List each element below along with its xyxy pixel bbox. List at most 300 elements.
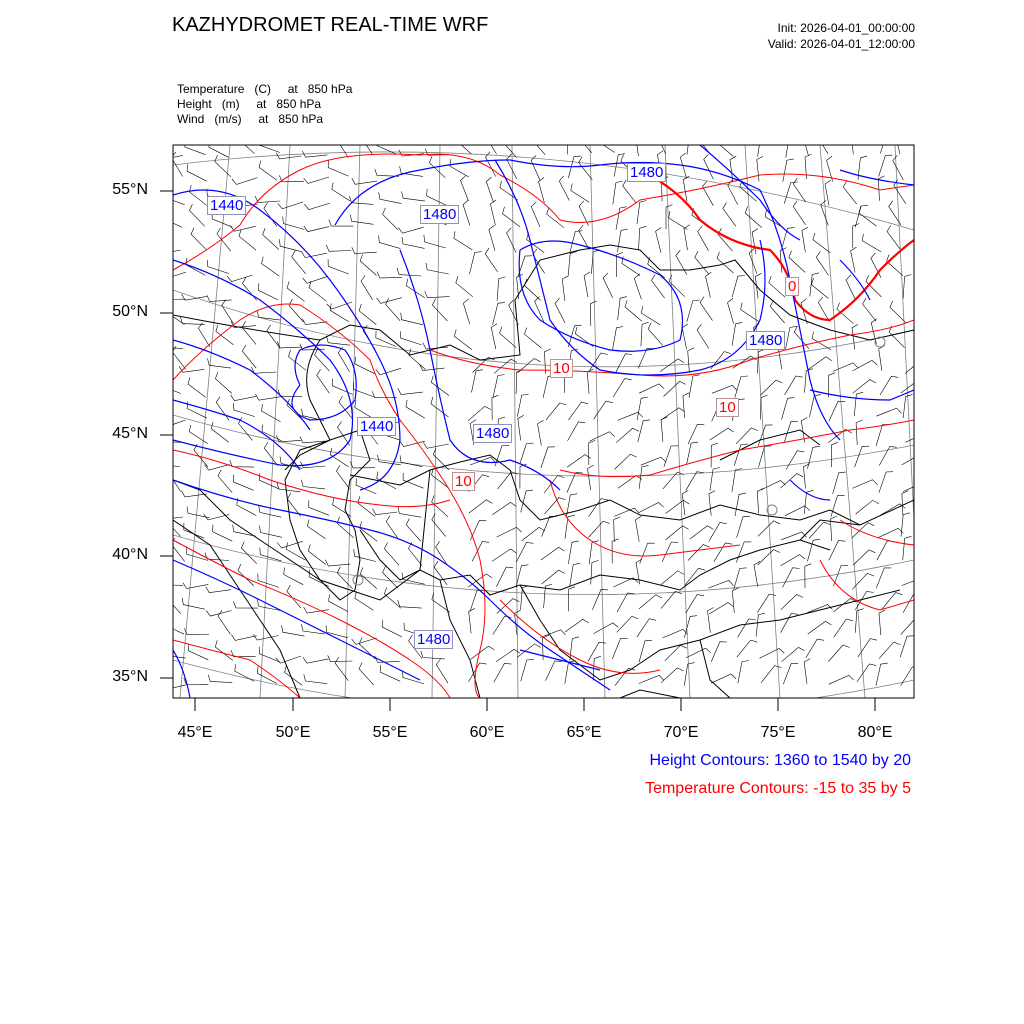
wind-barb (516, 565, 528, 587)
wind-barb (856, 500, 879, 514)
wind-barb (879, 642, 900, 659)
wind-barb (769, 276, 785, 297)
wind-barb (470, 590, 484, 611)
wind-barb (571, 184, 590, 203)
wind-barb (242, 321, 256, 344)
wind-barb (218, 470, 232, 493)
wind-barb (575, 327, 593, 347)
wind-barb (689, 375, 700, 398)
wind-barb (877, 541, 894, 560)
wind-barb (588, 521, 609, 537)
wind-barb (816, 252, 828, 276)
wind-barb (588, 465, 594, 490)
contour-label-temperature: 10 (452, 472, 475, 491)
wind-barb (688, 424, 704, 444)
wind-barb (852, 480, 877, 489)
wind-barb (182, 598, 205, 610)
wind-barb (524, 279, 540, 301)
wind-barb (786, 451, 804, 470)
wind-barb (455, 133, 471, 154)
wind-barb (516, 370, 523, 394)
wind-barb (379, 192, 402, 203)
field-wind: Wind (m/s) at 850 hPa (177, 112, 324, 126)
wind-barb (289, 350, 306, 370)
wind-barb (277, 342, 302, 348)
wind-barb (568, 252, 577, 276)
wind-barb (828, 429, 852, 442)
wind-barb (903, 536, 912, 560)
wind-barb (384, 543, 399, 566)
wind-barb (639, 384, 664, 393)
wind-barb (187, 402, 207, 419)
wind-barb (887, 226, 900, 250)
wind-barb (804, 464, 810, 489)
wind-barb (683, 176, 689, 201)
wind-barb (304, 177, 329, 183)
wind-barb (700, 297, 712, 321)
wind-barb (337, 517, 354, 538)
wind-barb (198, 323, 210, 347)
wind-barb (276, 436, 301, 442)
wind-barb (735, 376, 748, 398)
lon-label: 60°E (469, 724, 505, 741)
wind-barb (521, 659, 534, 681)
wind-barb (738, 661, 749, 684)
wind-barb (590, 432, 615, 441)
wind-barb (641, 457, 666, 465)
wind-barb (761, 481, 786, 491)
wind-barb (614, 517, 620, 542)
wind-barb (355, 591, 373, 610)
wind-barb (833, 472, 846, 494)
wind-barb (617, 229, 628, 252)
wind-barb (809, 522, 830, 538)
wind-barb (711, 642, 727, 662)
wind-barb (638, 420, 650, 442)
wind-barb (876, 663, 888, 686)
wind-barb (903, 594, 921, 613)
lon-label: 50°E (275, 724, 311, 741)
wind-barb (386, 516, 399, 540)
wind-barb (355, 401, 374, 419)
wind-barb (880, 132, 893, 154)
wind-barb (185, 140, 206, 155)
wind-barb (657, 129, 666, 154)
wind-barb (227, 275, 252, 282)
wind-barb (625, 300, 642, 321)
wind-barb (613, 379, 632, 398)
wind-barb (617, 593, 635, 612)
wind-barb (825, 180, 831, 205)
wind-barb (525, 328, 542, 349)
contour-label-height: 1480 (420, 205, 459, 224)
wind-barb (617, 616, 639, 632)
wind-barb (569, 402, 589, 420)
wind-barb (454, 330, 472, 350)
wind-barb (352, 638, 377, 645)
wind-barb (760, 380, 782, 395)
wind-barb (304, 674, 328, 684)
wind-barb (623, 180, 637, 203)
wind-barb (336, 465, 349, 489)
contour-label-height: 1480 (473, 424, 512, 443)
lon-label: 70°E (663, 724, 699, 741)
wind-barb (522, 527, 545, 541)
wind-barb (507, 154, 517, 179)
wind-barb (489, 225, 495, 250)
wind-barb (648, 323, 663, 346)
wind-barb (383, 208, 399, 230)
wind-barb (710, 428, 734, 440)
wind-barb (359, 663, 374, 686)
wind-barb (325, 560, 350, 566)
wind-barb (661, 668, 684, 683)
wind-barb (592, 590, 608, 610)
wind-barb (587, 369, 593, 394)
wind-barb (398, 600, 422, 608)
contour-label-height: 1480 (746, 331, 785, 350)
wind-barb (782, 647, 805, 661)
wind-barb (383, 566, 398, 588)
wind-barb (282, 625, 305, 636)
wind-barb (695, 251, 709, 274)
wind-barb (360, 254, 377, 275)
wind-barb (641, 322, 649, 346)
wind-barb (432, 299, 447, 321)
wind-barb (687, 300, 700, 322)
wind-barb (492, 395, 499, 420)
wind-barb (594, 401, 613, 419)
wind-barb (879, 472, 893, 493)
wind-barb (639, 640, 652, 662)
wind-barb (260, 473, 280, 489)
wind-barb (589, 440, 596, 465)
wind-barb (639, 503, 664, 513)
wind-barb (863, 298, 877, 321)
wind-barb (829, 541, 846, 561)
wind-barb (162, 649, 186, 659)
wind-barb (205, 464, 230, 470)
wind-barb (709, 523, 727, 542)
wind-barb (889, 326, 905, 348)
wind-barb (301, 480, 325, 489)
wind-barb (893, 155, 904, 180)
wind-barb (260, 548, 282, 561)
wind-barb (182, 491, 207, 497)
lon-label: 65°E (566, 724, 602, 741)
wind-barb (708, 580, 733, 588)
wind-barb (833, 598, 856, 612)
wind-barb (207, 260, 228, 274)
wind-barb (782, 398, 795, 420)
contour-label-height: 1440 (207, 196, 246, 215)
wind-barb (639, 595, 662, 609)
wind-barb (793, 201, 805, 225)
wind-barb (496, 649, 520, 662)
wind-barb (830, 516, 836, 541)
wind-barb (781, 595, 803, 610)
wind-barb (187, 506, 210, 517)
wind-barb (496, 567, 513, 587)
wind-barb (895, 129, 901, 154)
wind-barb (808, 621, 832, 634)
wind-barb (502, 135, 516, 158)
wind-barb (879, 446, 897, 465)
wind-barb (358, 496, 375, 516)
wind-barb (307, 520, 325, 539)
wind-barb (172, 346, 185, 369)
wind-barb (521, 490, 533, 512)
wind-barb (328, 259, 349, 274)
wind-barb (454, 231, 473, 250)
wind-barb (361, 276, 373, 300)
wind-barb (160, 379, 181, 394)
wind-barb (278, 390, 302, 397)
wind-barb (206, 610, 231, 616)
wind-barb (520, 443, 534, 464)
wind-barb (184, 628, 209, 635)
wind-barb (547, 208, 564, 228)
wind-barb (328, 655, 353, 662)
wind-barb (463, 200, 470, 225)
wind-barb (303, 657, 328, 663)
wind-barb (697, 131, 711, 154)
wind-barb (737, 516, 750, 538)
wind-barb (757, 488, 763, 513)
wind-barb (708, 608, 714, 633)
contour-label-temperature: 10 (716, 398, 739, 417)
field-temperature: Temperature (C) at 850 hPa (177, 82, 353, 96)
wind-barb (684, 225, 690, 250)
wind-barb (206, 587, 231, 593)
wind-barb (782, 228, 795, 250)
wind-barb (706, 272, 712, 297)
wind-barb (518, 415, 524, 440)
wind-barb (817, 130, 828, 154)
wind-barb (286, 543, 305, 561)
wind-barb (851, 247, 857, 272)
wind-barb (497, 277, 505, 301)
height-contour-legend: Height Contours: 1360 to 1540 by 20 (649, 752, 911, 769)
wind-barb (770, 300, 784, 323)
wind-barb (711, 674, 736, 683)
wind-barb (301, 624, 324, 634)
wind-barb (373, 509, 398, 515)
wind-barb (903, 275, 911, 299)
wind-barb (662, 542, 678, 562)
wind-barb (356, 478, 376, 494)
wind-barb (785, 376, 803, 395)
wind-barb (559, 176, 569, 201)
wind-barb (686, 472, 704, 491)
wind-barb (806, 639, 824, 658)
wind-barb (688, 545, 710, 561)
wind-barb (802, 227, 808, 252)
wind-barb (183, 583, 208, 589)
wind-barb (468, 406, 491, 421)
contour-label-height: 1440 (357, 417, 396, 436)
lat-label: 55°N (112, 181, 148, 198)
wind-barb (304, 607, 329, 613)
wind-barb (497, 527, 522, 537)
wind-barb (732, 469, 742, 492)
wind-barb (732, 588, 738, 613)
wind-barb (900, 636, 914, 657)
wind-barb (235, 664, 255, 681)
wind-barb (857, 664, 876, 682)
wind-barb (215, 640, 233, 660)
wind-barb (257, 311, 280, 321)
wind-barb (805, 564, 812, 589)
wind-barb (542, 570, 565, 584)
wind-barb (854, 392, 863, 416)
wind-barb (735, 493, 746, 516)
wind-barb (217, 228, 231, 251)
wind-barb (669, 211, 688, 229)
wind-barb (215, 372, 231, 393)
wind-barb (758, 425, 772, 446)
wind-barb (531, 132, 546, 155)
wind-barb (238, 132, 254, 153)
height-contours (173, 145, 914, 698)
wind-barb (263, 228, 279, 249)
wind-barb (308, 544, 325, 564)
valid-time: Valid: 2026-04-01_12:00:00 (767, 37, 915, 51)
wind-barb (376, 368, 401, 375)
wind-barb (258, 574, 279, 588)
wind-barb (300, 437, 325, 443)
wind-barb (804, 659, 810, 684)
wind-barb (317, 369, 330, 393)
wind-barb (808, 446, 820, 468)
wind-barb (614, 154, 625, 177)
wind-barb (231, 635, 256, 641)
wind-barb (436, 659, 448, 683)
wind-barb (470, 252, 482, 274)
wind-barb (568, 422, 586, 441)
temperature-contour-legend: Temperature Contours: -15 to 35 by 5 (645, 780, 911, 797)
wind-barb (309, 281, 326, 301)
wind-barb (757, 594, 776, 613)
wind-barb (565, 619, 589, 632)
wind-barb (494, 359, 517, 373)
wind-barb (853, 550, 875, 565)
wind-barb (492, 502, 516, 514)
wind-barb (278, 202, 303, 209)
lat-label: 45°N (112, 425, 148, 442)
wind-barb (784, 182, 798, 204)
wind-barb (688, 348, 694, 373)
wind-barb (190, 204, 205, 226)
wind-barb (603, 273, 613, 298)
wind-barb (259, 161, 277, 181)
wind-barb (520, 464, 527, 488)
wind-barb (567, 455, 591, 468)
wind-barb (710, 468, 720, 491)
wind-barb (267, 325, 280, 349)
wind-barb (843, 181, 857, 204)
wind-barb (661, 417, 667, 442)
wind-barb (640, 543, 655, 564)
wind-barb (531, 156, 540, 181)
wind-barb (337, 567, 352, 589)
wind-barb (359, 304, 376, 325)
wind-barb (781, 532, 806, 540)
wind-barb (618, 412, 643, 420)
lon-label: 75°E (760, 724, 796, 741)
wind-barb (637, 201, 647, 225)
wind-barb (736, 428, 758, 444)
wind-barb (811, 278, 828, 299)
country-borders (173, 245, 914, 698)
wind-barb (613, 327, 624, 350)
wind-barb (330, 448, 348, 467)
wind-barb (661, 592, 682, 609)
wind-barb (878, 528, 903, 537)
wind-barb (686, 595, 704, 614)
wind-barb (377, 298, 402, 304)
wind-barb (709, 491, 715, 516)
init-time: Init: 2026-04-01_00:00:00 (777, 21, 915, 35)
wind-barb (398, 507, 421, 518)
wind-barb (856, 420, 862, 445)
wind-barb (493, 616, 512, 635)
wind-barb (507, 228, 516, 253)
contour-label-height: 1480 (627, 163, 666, 182)
contour-label-temperature: 10 (550, 359, 573, 378)
wind-barb (618, 297, 627, 321)
wind-barb (208, 675, 232, 683)
wind-barb (301, 252, 326, 258)
wind-barb (493, 375, 505, 398)
wind-barb (594, 623, 619, 634)
wind-barb (546, 661, 562, 681)
wind-barb (380, 665, 400, 681)
wind-barb (191, 228, 207, 250)
wind-barb (189, 185, 206, 205)
wind-barb (756, 613, 765, 637)
wind-barb (639, 226, 647, 250)
wind-barb (469, 500, 493, 513)
wind-barb (188, 377, 206, 397)
wind-barb (431, 397, 449, 417)
wind-barb (287, 281, 304, 301)
wind-barb (242, 345, 256, 368)
wind-barb (213, 525, 233, 542)
wind-barb (687, 131, 697, 155)
wind-barb (400, 331, 421, 345)
wind-barb (375, 169, 399, 177)
lat-label: 35°N (112, 668, 148, 685)
lon-label: 80°E (857, 724, 893, 741)
wind-barb (879, 610, 885, 635)
wind-barb (546, 403, 567, 420)
wind-barb (398, 227, 423, 233)
wind-barb (230, 460, 254, 467)
wind-barb (472, 370, 483, 393)
wind-barb (471, 646, 495, 659)
wind-barb (584, 272, 590, 297)
wind-barb (352, 178, 377, 184)
wind-barb (543, 375, 555, 397)
wind-barb (615, 354, 632, 374)
wind-barb (686, 648, 711, 658)
wind-barb (187, 164, 207, 181)
wind-barb (717, 136, 734, 157)
wind-barb (728, 180, 738, 205)
contour-label-height: 1480 (414, 630, 453, 649)
wind-barb (728, 298, 734, 323)
